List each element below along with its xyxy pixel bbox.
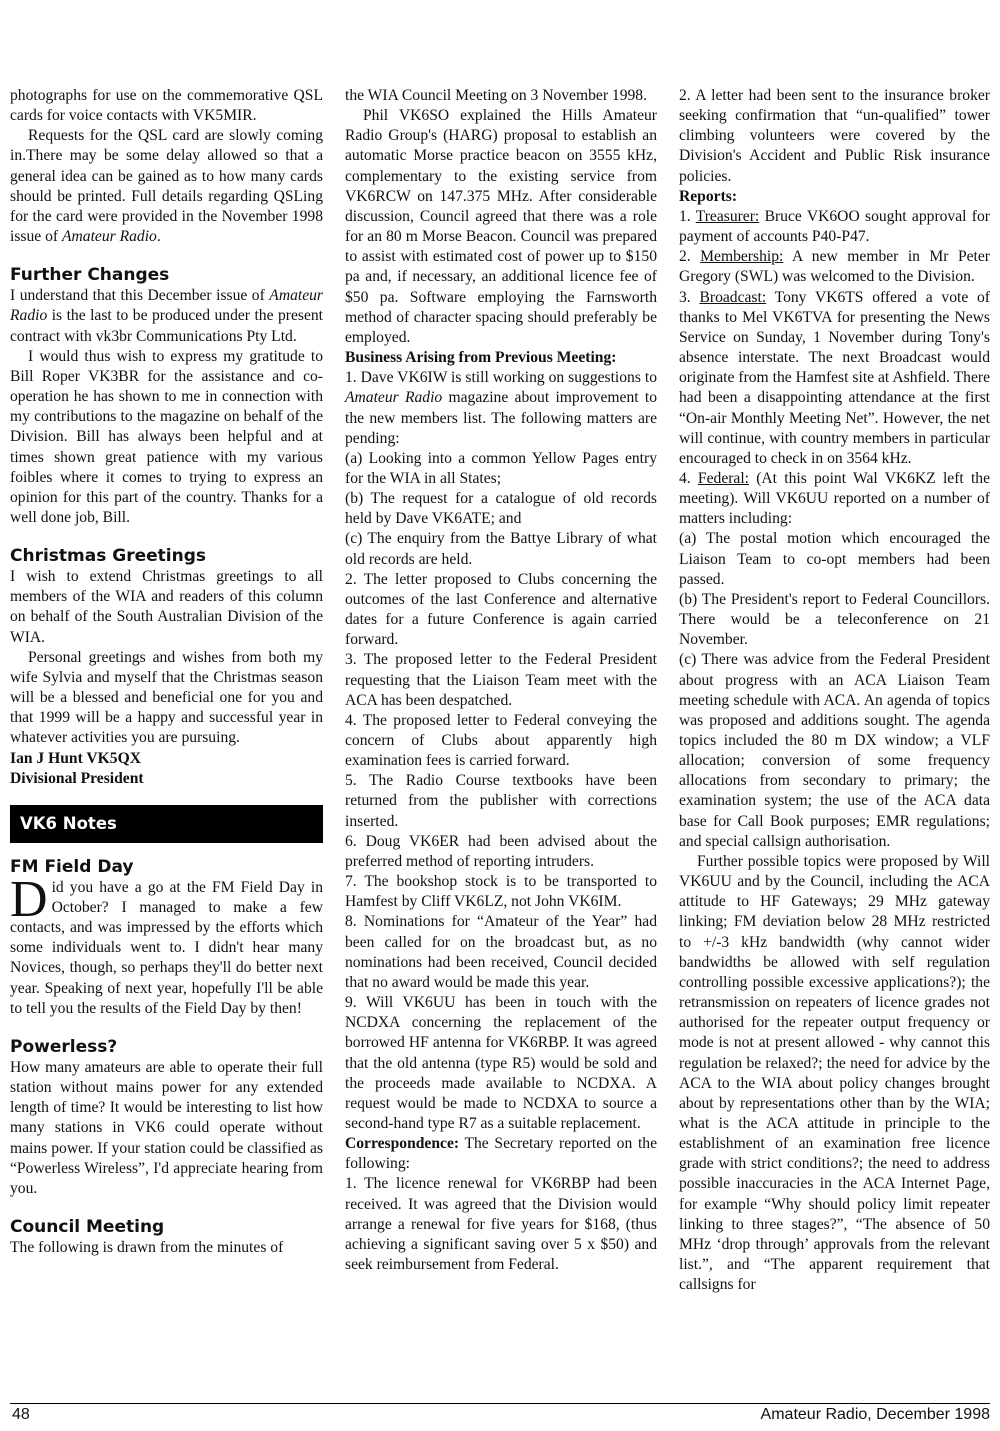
heading-powerless: Powerless? — [10, 1036, 118, 1057]
list-item — [345, 368, 657, 449]
paragraph — [10, 870, 323, 1019]
text: I understand that this December issue of — [10, 287, 270, 305]
paragraph: Further possible topics were proposed by Will VK6UU and by the Council, including the ACA attitude to HF Gateways; 29 MHz gateway linking; FM deviation below 28 MHz restricted to +/-3 kHz bandwidth (why cannot wider bandwidths be allowed with self regulation controlling possible excessive applications?); the retransmission on repeaters of licence grades not authorised for the repeater output frequency or mode is not at present allowed - why cannot this regulation be relaxed?; the need for advice by the ACA to the WIA about policy changes brought about by representations other than by the WIA; what is the ACA attitude in principle to the establishment of an examination free licence grade with strict conditions?; the need to address possible inaccuracies in the ACA Internet Page, for example “Why should policy limit repeater linking to three stages?”, “The absence of 50 MHz ‘drop through’ approvals from the relevant list.”, and “The apparent requirement that callsigns for — [679, 852, 990, 1294]
magazine-title: Amateur Radio — [10, 287, 323, 325]
magazine-title: Amateur Radio — [61, 228, 157, 246]
paragraph: I wish to extend Christmas greetings to all members of the WIA and readers of this column on behalf of the South Australian Division of the WIA. — [10, 568, 323, 646]
list-item: 4. The proposed letter to Federal conveying the concern of Clubs about apparently high examination fees is carried forward. — [345, 711, 657, 770]
paragraph: the WIA Council Meeting on 3 November 1998. — [345, 87, 648, 104]
text: 3. — [679, 288, 700, 306]
footer-divider — [10, 1403, 990, 1404]
paragraph — [10, 286, 323, 346]
list-item — [679, 207, 990, 247]
list-item: (b) The request for a catalogue of old records held by Dave VK6ATE; and — [345, 490, 657, 528]
paragraph — [345, 1134, 657, 1174]
text: 1. — [679, 207, 696, 225]
signature-title: Divisional President — [10, 769, 144, 787]
list-item: (b) The President's report to Federal Councillors. There would be a teleconference on 21 November. — [679, 590, 990, 649]
list-item: 3. The proposed letter to the Federal President requesting that the Liaison Team meet with the ACA has been despatched. — [345, 651, 657, 709]
text: Tony VK6TS offered a vote of thanks to Mel VK6TVA for presenting the News Service on Sunday, 1 November during Tony's absence interstate. The next Broadcast would originate from the Hamfest site at Ashfield. There had been a disappointing attendance at the first “On-air Monthly Meeting Net”. However, the net will continue, with country members in particular encouraged to check in on 3564 kHz. — [679, 288, 991, 467]
list-item: (c) The enquiry from the Battye Library of what old records are held. — [345, 530, 657, 568]
list-item: 1. The licence renewal for VK6RBP had been received. It was agreed that the Division would arrange a renewal for five years for $168, (thus achieving a significant saving over 5 x $50) and seek reimbursement from Federal. — [345, 1175, 657, 1274]
text: magazine about improvement to the new members list. The following matters are pending: — [345, 389, 657, 447]
text: Requests for the QSL card are slowly coming in.There may be some delay allowed so that a general idea can be gained as to how many cards should be printed. Full details regarding QSLing for the card were provided in the November 1998 issue of — [10, 127, 323, 246]
text: 2. — [679, 248, 701, 266]
column-1 — [10, 86, 323, 1258]
list-item — [679, 247, 990, 287]
journal-issue: Amateur Radio, December 1998 — [760, 1406, 990, 1423]
list-item: (c) There was advice from the Federal President about progress with an ACA Liaison Team meeting schedule with ACA. An agenda of topics was proposed and additions sought. The agenda topics included the 80 m DX window; a VLF allocation; conversion of some frequency allocations from secondary to primary; the examination system; the use of the ACA data base for Call Book purposes; EMR regulations; and special callsign authorisation. — [679, 651, 990, 850]
paragraph: I would thus wish to express my gratitude to Bill Roper VK3BR for the assistance and co-operation he has shown to me in connection with my contributions to the magazine on behalf of the Division. Bill has always been helpful and at times shown great patience with my various foibles where it comes to trying to express an opinion for this part of the country. Thanks for a well done job, Bill. — [10, 347, 323, 526]
paragraph: How many amateurs are able to operate their full station without mains power for any extended length of time? It would be interesting to list how many stations in VK6 could operate without mains power. If your station could be classified as “Powerless Wireless”, I'd appreciate hearing from you. — [10, 1058, 323, 1197]
list-item: 7. The bookshop stock is to be transported to Hamfest by Cliff VK6LZ, not John VK6IM. — [345, 873, 657, 911]
paragraph: Phil VK6SO explained the Hills Amateur Radio Group's (HARG) proposal to establish an automatic Morse practice beacon on 3555 kHz, complementary to the existing service from VK6RCW on 147.375 MHz. After considerable discussion, Council agreed that there was a role for an 80 m Morse Beacon. Council was prepared to assist with estimated cost of power up to $150 pa and, if necessary, an additional licence fee of $50 pa. Software employing the Farnsworth method of character spacing should preferably be employed. — [345, 107, 657, 346]
text: id you have a go at the FM Field Day in October? I managed to make a few contacts, and was impressed by the efforts which some individuals went to. I didn't hear many Novices, though, so perhaps they'll do better next year. Speaking of next year, hopefully I'll be able to tell you the results of the Field Day by then! — [10, 878, 323, 1017]
list-item: 8. Nominations for “Amateur of the Year” had been called for on the broadcast but, as no nominations had been received, Council decided that no award would be made this year. — [345, 913, 657, 991]
list-item: 5. The Radio Course textbooks have been returned from the publisher with corrections inserted. — [345, 772, 657, 830]
text: A new member in Mr Peter Gregory (SWL) was welcomed to the Division. — [679, 248, 990, 286]
paragraph — [10, 126, 323, 247]
page-number: 48 — [12, 1406, 30, 1423]
heading-fm-field-day: FM Field Day — [10, 856, 134, 877]
report-label: Broadcast: — [699, 288, 767, 306]
heading-christmas-greetings: Christmas Greetings — [10, 546, 206, 567]
column-2 — [345, 86, 657, 1275]
heading-council-meeting: Council Meeting — [10, 1217, 165, 1238]
column-3 — [679, 86, 990, 1295]
magazine-title: Amateur Radio — [345, 389, 443, 407]
list-item: (a) The postal motion which encouraged the Liaison Team to co-opt members had been passed. — [679, 530, 990, 588]
list-item: 6. Doug VK6ER had been advised about the preferred method of reporting intruders. — [345, 832, 657, 870]
heading-correspondence: Correspondence: — [345, 1135, 460, 1153]
text: 1. Dave VK6IW is still working on suggestions to — [345, 369, 657, 387]
heading-further-changes: Further Changes — [10, 265, 170, 286]
paragraph: The following is drawn from the minutes of — [10, 1239, 284, 1257]
report-label: Membership: — [700, 248, 784, 266]
text: . — [156, 228, 161, 246]
signature-name: Ian J Hunt VK5QX — [10, 749, 141, 767]
report-label: Federal: — [697, 469, 750, 487]
report-label: Treasurer: — [695, 207, 760, 225]
list-item — [679, 288, 990, 469]
text: (At this point Wal VK6KZ left the meeting). Will VK6UU reported on a number of matters including: — [679, 469, 991, 528]
paragraph: Personal greetings and wishes from both my wife Sylvia and myself that the Christmas season will be a blessed and beneficial one for you and that 1999 will be a happy and successful year in whatever activities you are pursuing. — [10, 648, 323, 747]
list-item: 9. Will VK6UU has been in touch with the NCDXA concerning the replacement of the borrowed HF antenna for VK6RBP. It was agreed that the old antenna (type R5) would be sold and the proceeds made available to NCDXA. A request would be made to NCDXA to source a second-hand type R7 as a suitable replacement. — [345, 994, 657, 1132]
text: is the last to be produced under the present contract with vk3br Communications Pty Ltd. — [10, 307, 323, 345]
text: The Secretary reported on the following: — [345, 1135, 657, 1173]
text: 4. — [679, 469, 698, 487]
heading-business-arising: Business Arising from Previous Meeting: — [345, 349, 617, 367]
list-item: 2. A letter had been sent to the insurance broker seeking confirmation that “un-qualified” tower climbing volunteers were covered by the Division's Accident and Public Risk insurance policies. — [679, 87, 990, 185]
drop-cap: D — [10, 870, 48, 928]
section-bar-vk6-notes: VK6 Notes — [10, 805, 323, 843]
heading-reports: Reports: — [679, 187, 738, 205]
list-item: 2. The letter proposed to Clubs concerning the outcomes of the last Conference and alternative dates for a future Conference is again carried forward. — [345, 570, 657, 649]
list-item — [679, 469, 990, 529]
paragraph: photographs for use on the commemorative QSL cards for voice contacts with VK5MIR. — [10, 87, 323, 125]
text: Bruce VK6OO sought approval for payment of accounts P40-P47. — [679, 207, 990, 246]
list-item: (a) Looking into a common Yellow Pages entry for the WIA in all States; — [345, 449, 657, 487]
